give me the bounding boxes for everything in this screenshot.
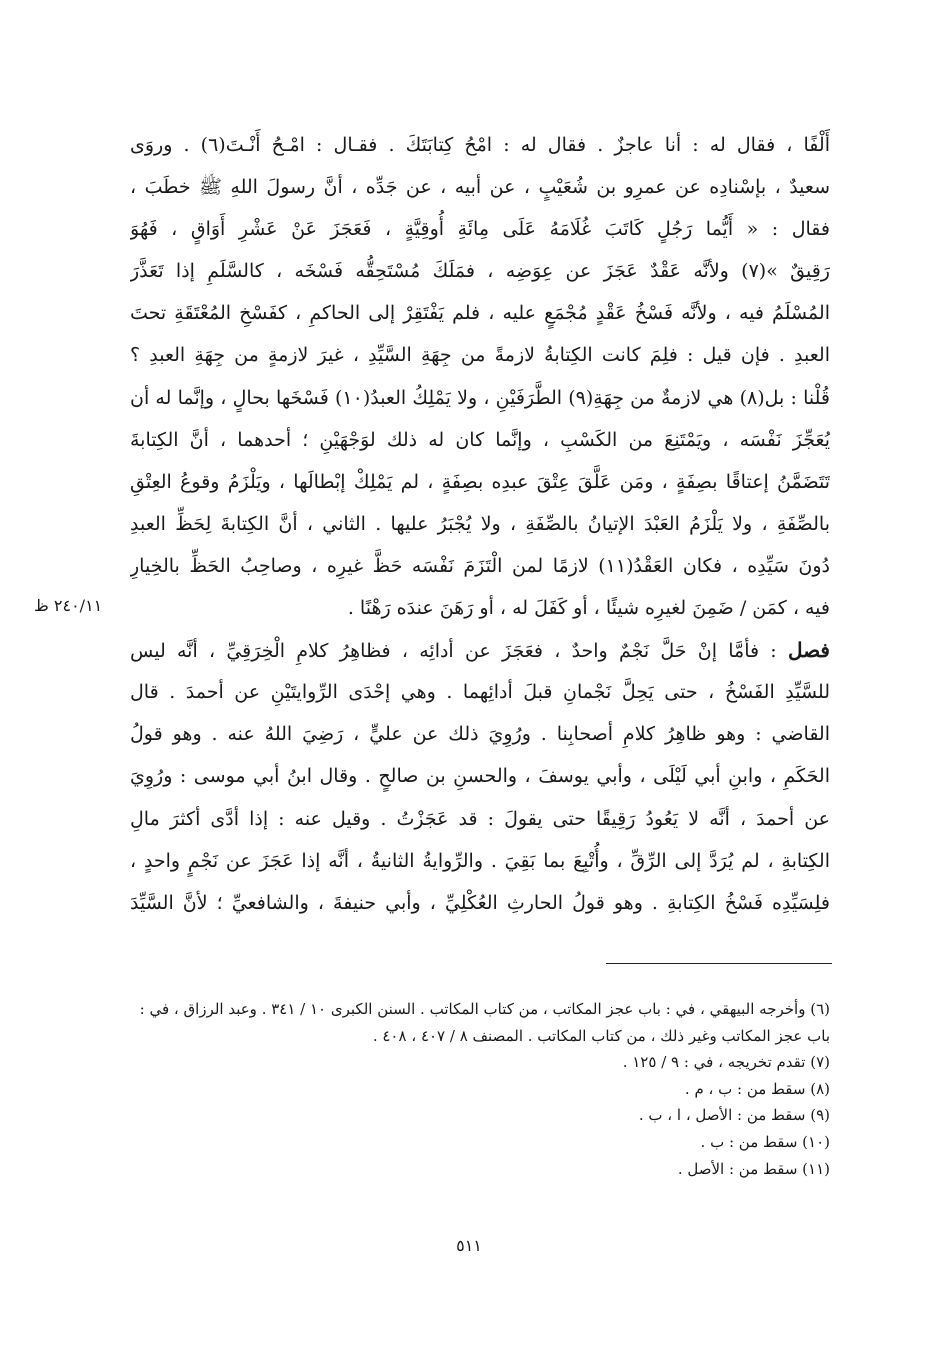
- text-line: بالصِّفَةِ ، ولا يَلْزَمُ العَبْدَ الإتيانُ بالصِّفَةِ ، ولا يُجْبَرُ عليها . الثاني ، أنَّ الكِتابةَ لِحَظِّ العبدِ: [130, 512, 830, 535]
- footnote: باب عجز المكاتب وغير ذلك ، من كتاب المكاتب . المصنف ٨ / ٤٠٧ ، ٤٠٨ .: [372, 1026, 830, 1045]
- text-line: أَلْفًا ، فقال له : أنا عاجزٌ . فقال له : امْحُ كِتابَتَكَ . فقـال : امْـحُ أَنْـتَ(٦) . وروَى: [130, 134, 830, 156]
- main-text: [130, 124, 830, 924]
- footnote: (١٠) سقط من : ب .: [700, 1132, 830, 1151]
- footnote: (١١) سقط من : الأصل .: [677, 1159, 830, 1178]
- fasl-label: فصل: [787, 638, 830, 663]
- text-line: يُعَجِّزَ نَفْسَه ، ويَمْتَنِعَ من الكَسْبِ ، وإنَّما كان له ذلك لوَجْهَيْنِ ؛ أحدهما ، أنَّ الكِتابةَ: [130, 428, 830, 451]
- footnotes: [130, 996, 830, 1182]
- fasl-line-text: : فأمَّا إنْ حَلَّ نَجْمٌ واحدٌ ، فعَجَزَ عن أدائِه ، فظاهِرُ كلامِ الْخِرَقِيِّ ، أنَّه ليس: [130, 640, 777, 663]
- manuscript-folio-note: ٢٤٠/١١ ظ: [34, 596, 103, 615]
- text-line: رَقِيقٌ »(٧) ولأنَّه عَقْدٌ عَجَزَ عن عِوَضِه ، فمَلَكَ مُسْتَحِقُّه فَسْخَه ، كالسَّلَمِ إذا تَعَذَّرَ: [130, 260, 830, 283]
- fasl-first-line: [130, 629, 830, 671]
- text-line: فلِسَيِّدِه فَسْخُ الكِتابةِ . وهو قولُ الحارثِ العُكْلِيِّ ، وأبي حنيفةَ ، والشافعيِّ ؛ لأنَّ السَّيِّدَ: [130, 891, 830, 914]
- text-line: المُسْلَمُ فيه ، ولأنَّه فَسْخُ عَقْدٍ مُجْمَعٍ عليه ، فلم يَفْتَقِرْ إلى الحاكمِ ، كفَسْخِ المُعْتَقَةِ تحتَ: [130, 302, 830, 325]
- footnote-separator: [606, 963, 832, 964]
- text-line: قُلْنا : بل(٨) هي لازمةٌ من جِهَةِ(٩) الطَّرَفَيْنِ ، ولا يَمْلِكُ العبدُ(١٠) فَسْخَها بحالٍ ، وإنَّما له أن: [130, 386, 830, 409]
- text-line: عن أحمدَ ، أنَّه لا يَعُودُ رَقِيقًا حتى يقولَ : قد عَجَزْتُ . وقيل عنه : إذا أدَّى أكثرَ مالِ: [130, 807, 830, 830]
- text-line: للسَّيِّدِ الفَسْخُ ، حتى يَحِلَّ نَجْمانِ قبلَ أدائِهما . وهي إحْدَى الرِّوايتَيْنِ عن أحمدَ . قال: [130, 681, 830, 704]
- text-line: دُونَ سَيِّدِه ، فكان العَقْدُ(١١) لازمًا لمن الْتَزَمَ نَفْسَه حَظَّ غيرِه ، وصاحِبُ الحَظِّ بالخِيارِ: [130, 554, 830, 577]
- text-line: سعيدٌ ، بإسْنادِه عن عمرِو بن شُعَيْبٍ ، عن أبيه ، عن جَدِّه ، أنَّ رسولَ اللهِ ﷺ خطَبَ ،: [130, 176, 830, 199]
- text-line: فقال : « أَيُّما رَجُلٍ كَاتَبَ غُلَامَهُ عَلَى مِائَةِ أُوقِيَّةٍ ، فَعَجَزَ عَنْ عَشْرِ أَوَاقٍ ، فَهُوَ: [130, 218, 830, 241]
- text-line: العبدِ . فإن قيل : فلِمَ كانت الكِتابةُ لازمةً من جِهَةِ السَّيِّدِ ، غيرَ لازمةٍ من جِهَةِ العبدِ ؟: [130, 344, 830, 367]
- footnote: (٦) وأخرجه البيهقي ، في : باب عجز المكاتب ، من كتاب المكاتب . السنن الكبرى ١٠ / ٣٤١ . وعبد الرزاق ، في :: [139, 1000, 830, 1018]
- text-line: فيه ، كمَن / ضَمِنَ لغيرِه شيئًا ، أو كَفَلَ له ، أو رَهَنَ عندَه رَهْنًا .: [347, 597, 830, 620]
- text-line: تَتَضَمَّنُ إعتاقًا بصِفَةٍ ، ومَن عَلَّقَ عِتْقَ عبدِه بصِفَةٍ ، لم يَمْلِكْ إبْطالَها ، ويَلْزَمُ وقوعُ العِتْقِ: [130, 470, 830, 493]
- text-line: القاضي : وهو ظاهِرُ كلامِ أصحابِنا . ورُوِيَ ذلك عن عليٍّ ، رَضِيَ اللهُ عنه . وهو قولُ: [130, 723, 830, 746]
- footnote: (٧) تقدم تخريجه ، في : ٩ / ١٢٥ .: [622, 1053, 830, 1072]
- text-line: الحَكَمِ ، وابنِ أبي لَيْلَى ، وأبي يوسفَ ، والحسنِ بن صالحٍ . وقال ابنُ أبي موسى : ورُوِيَ: [130, 765, 830, 788]
- text-line: الكِتابةِ ، لم يُرَدَّ إلى الرِّقِّ ، وأُتْبِعَ بما بَقِيَ . والرِّوايةُ الثانيةُ ، أنَّه إذا عَجَزَ عن نَجْمٍ واحدٍ ،: [130, 849, 830, 872]
- page-number: ٥١١: [456, 1236, 482, 1255]
- footnote: (٩) سقط من : الأصل ، ا ، ب .: [638, 1106, 830, 1125]
- footnote: (٨) سقط من : ب ، م .: [684, 1079, 830, 1098]
